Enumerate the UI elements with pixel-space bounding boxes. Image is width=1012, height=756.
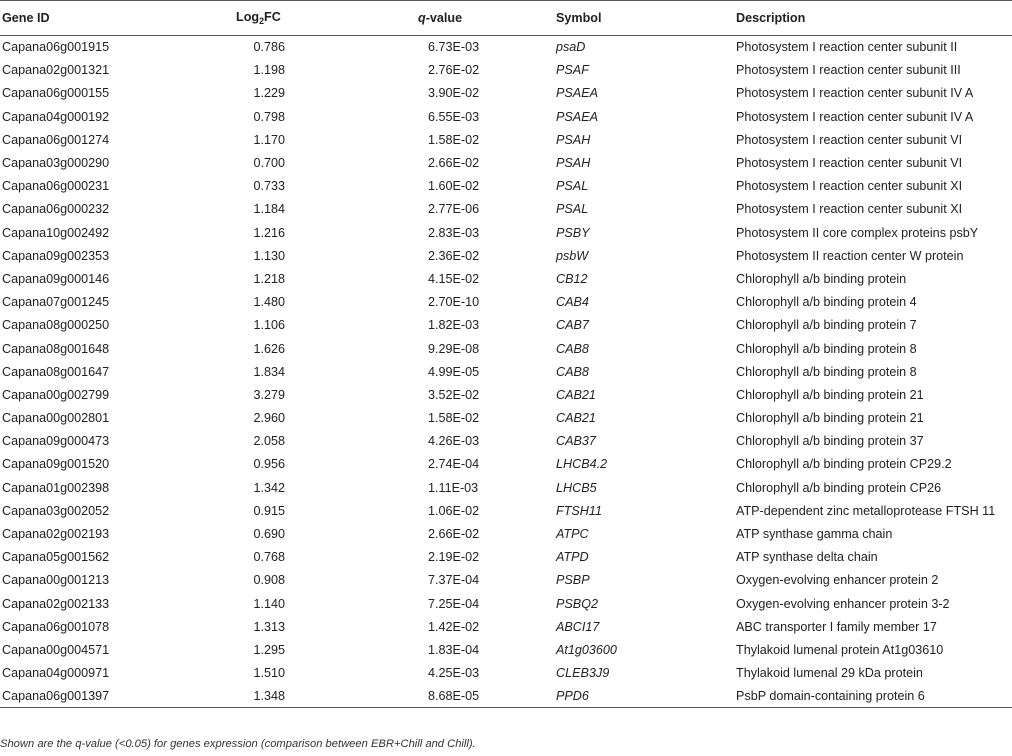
cell-q-value: 1.58E-02 — [428, 411, 480, 426]
cell-symbol: PSAH — [556, 132, 591, 147]
cell-description: ATP synthase gamma chain — [736, 527, 893, 542]
table-row — [0, 407, 1012, 430]
cell-log2fc: 3.279 — [253, 387, 285, 402]
cell-description: Oxygen-evolving enhancer protein 3-2 — [736, 596, 950, 611]
table-row — [0, 360, 1012, 383]
table-row — [0, 546, 1012, 569]
cell-log2fc: 1.834 — [253, 364, 285, 379]
table-row — [0, 128, 1012, 151]
table-row — [0, 337, 1012, 360]
cell-symbol: PPD6 — [544, 685, 736, 708]
cell-q-value: 1.06E-02 — [428, 503, 480, 518]
cell-log2fc: 0.786 — [253, 40, 285, 55]
cell-symbol: ABCI17 — [556, 619, 600, 634]
table-row — [0, 314, 1012, 337]
cell-symbol: At1g03600 — [556, 642, 617, 657]
table-row — [0, 198, 1012, 221]
cell-description: Photosystem I reaction center subunit III — [736, 63, 961, 78]
cell-description: PsbP domain-containing protein 6 — [736, 685, 1012, 708]
cell-gene-id: Capana00g002799 — [2, 387, 110, 402]
cell-symbol: CAB8 — [556, 364, 589, 379]
cell-gene-id: Capana04g000192 — [2, 109, 110, 124]
header-description: Description — [736, 1, 1012, 36]
cell-symbol: LHCB4.2 — [556, 457, 608, 472]
header-q-value — [324, 1, 544, 36]
cell-description: Chlorophyll a/b binding protein 21 — [736, 411, 924, 426]
table-row — [0, 383, 1012, 406]
cell-gene-id: Capana01g002398 — [2, 480, 110, 495]
cell-q-value: 3.90E-02 — [428, 86, 480, 101]
table-row — [0, 662, 1012, 685]
cell-log2fc: 2.960 — [253, 411, 285, 426]
cell-log2fc: 1.480 — [253, 295, 285, 310]
cell-log2fc: 1.295 — [253, 642, 285, 657]
cell-symbol: ATPC — [556, 527, 589, 542]
cell-gene-id: Capana02g002133 — [2, 596, 110, 611]
cell-log2fc: 1.106 — [253, 318, 285, 333]
cell-gene-id: Capana03g000290 — [2, 156, 110, 171]
cell-gene-id: Capana03g002052 — [2, 503, 110, 518]
cell-symbol: PSAL — [556, 179, 589, 194]
table-row — [0, 430, 1012, 453]
table-row — [0, 592, 1012, 615]
cell-q-value: 2.36E-02 — [428, 248, 480, 263]
cell-description: Photosystem II reaction center W protein — [736, 248, 964, 263]
header-log-prefix: Log — [236, 10, 260, 24]
cell-gene-id: Capana00g002801 — [2, 411, 110, 426]
cell-q-value: 2.77E-06 — [428, 202, 480, 217]
cell-log2fc: 1.130 — [253, 248, 285, 263]
cell-symbol: PSBQ2 — [556, 596, 598, 611]
cell-log2fc: 0.690 — [253, 527, 285, 542]
cell-q-value: 1.58E-02 — [428, 132, 480, 147]
cell-q-value: 8.68E-05 — [324, 685, 544, 708]
cell-gene-id: Capana06g000231 — [2, 179, 110, 194]
table-row — [0, 291, 1012, 314]
cell-q-value: 4.25E-03 — [428, 666, 480, 681]
cell-symbol: PSBP — [556, 573, 590, 588]
header-log2fc — [216, 1, 324, 36]
cell-symbol: PSAL — [556, 202, 589, 217]
cell-log2fc: 1.229 — [253, 86, 285, 101]
cell-symbol: CAB21 — [556, 387, 596, 402]
cell-description: Photosystem I reaction center subunit VI — [736, 156, 963, 171]
cell-log2fc: 1.170 — [253, 132, 285, 147]
cell-symbol: psbW — [556, 248, 589, 263]
cell-description: Oxygen-evolving enhancer protein 2 — [736, 573, 939, 588]
cell-description: Chlorophyll a/b binding protein 37 — [736, 434, 924, 449]
header-q-suffix: -value — [425, 11, 463, 25]
cell-gene-id: Capana06g001274 — [2, 132, 110, 147]
cell-description: Photosystem I reaction center subunit IV A — [736, 86, 974, 101]
cell-q-value: 9.29E-08 — [428, 341, 480, 356]
cell-description: Chlorophyll a/b binding protein 21 — [736, 387, 924, 402]
table-header — [0, 1, 1012, 36]
cell-gene-id: Capana06g000155 — [2, 86, 110, 101]
cell-q-value: 2.19E-02 — [428, 550, 480, 565]
cell-description: Photosystem I reaction center subunit VI — [736, 132, 963, 147]
cell-symbol: CAB21 — [556, 411, 596, 426]
cell-log2fc: 1.626 — [253, 341, 285, 356]
cell-q-value: 2.74E-04 — [428, 457, 480, 472]
cell-log2fc: 0.915 — [253, 503, 285, 518]
cell-gene-id: Capana06g001078 — [2, 619, 110, 634]
cell-description: Thylakoid lumenal 29 kDa protein — [736, 666, 923, 681]
cell-symbol: PSAF — [556, 63, 589, 78]
cell-gene-id: Capana02g001321 — [2, 63, 110, 78]
cell-description: Thylakoid lumenal protein At1g03610 — [736, 642, 944, 657]
cell-q-value: 1.11E-03 — [428, 480, 479, 495]
cell-q-value: 1.42E-02 — [428, 619, 480, 634]
cell-symbol: PSBY — [556, 225, 590, 240]
table-row — [0, 453, 1012, 476]
cell-q-value: 2.76E-02 — [428, 63, 480, 78]
cell-description: Photosystem I reaction center subunit IV A — [736, 109, 974, 124]
table-row — [0, 36, 1012, 59]
cell-gene-id: Capana09g000146 — [2, 271, 110, 286]
cell-symbol: psaD — [556, 40, 586, 55]
cell-symbol: CB12 — [556, 271, 588, 286]
cell-symbol: CAB7 — [556, 318, 589, 333]
table-row — [0, 615, 1012, 638]
cell-log2fc: 1.348 — [216, 685, 324, 708]
cell-description: ATP synthase delta chain — [736, 550, 878, 565]
cell-gene-id: Capana08g001647 — [2, 364, 110, 379]
cell-q-value: 2.83E-03 — [428, 225, 480, 240]
cell-symbol: ATPD — [556, 550, 589, 565]
cell-gene-id: Capana00g001213 — [2, 573, 110, 588]
cell-q-value: 6.73E-03 — [428, 40, 480, 55]
cell-log2fc: 1.510 — [253, 666, 285, 681]
cell-gene-id: Capana08g001648 — [2, 341, 110, 356]
cell-q-value: 7.25E-04 — [428, 596, 480, 611]
cell-description: Chlorophyll a/b binding protein 8 — [736, 364, 917, 379]
table-row — [0, 151, 1012, 174]
cell-description: Photosystem I reaction center subunit XI — [736, 202, 963, 217]
table-row — [0, 175, 1012, 198]
cell-log2fc: 0.768 — [253, 550, 285, 565]
header-symbol: Symbol — [544, 1, 736, 36]
cell-q-value: 4.15E-02 — [428, 271, 480, 286]
cell-symbol: CAB8 — [556, 341, 589, 356]
cell-description: ATP-dependent zinc metalloprotease FTSH 11 — [736, 503, 996, 518]
table-body — [0, 36, 1012, 708]
cell-description: Chlorophyll a/b binding protein 4 — [736, 295, 917, 310]
cell-log2fc: 2.058 — [253, 434, 285, 449]
cell-q-value: 3.52E-02 — [428, 387, 480, 402]
cell-log2fc: 1.342 — [253, 480, 285, 495]
table-footnote: Shown are the q-value (<0.05) for genes expression (comparison between EBR+Chill and Chill). — [0, 738, 476, 750]
cell-description: Chlorophyll a/b binding protein 7 — [736, 318, 917, 333]
cell-log2fc: 0.798 — [253, 109, 285, 124]
header-row — [0, 1, 1012, 36]
cell-gene-id: Capana05g001562 — [2, 550, 110, 565]
cell-log2fc: 1.216 — [253, 225, 285, 240]
cell-gene-id: Capana00g004571 — [2, 642, 110, 657]
cell-description: Chlorophyll a/b binding protein CP26 — [736, 480, 942, 495]
cell-description: Photosystem I reaction center subunit II — [736, 40, 958, 55]
cell-description: Photosystem II core complex proteins psbY — [736, 225, 979, 240]
cell-q-value: 2.66E-02 — [428, 527, 480, 542]
cell-gene-id: Capana06g001915 — [2, 40, 110, 55]
table-row — [0, 105, 1012, 128]
cell-q-value: 2.70E-10 — [428, 295, 480, 310]
table-row — [0, 476, 1012, 499]
cell-q-value: 1.82E-03 — [428, 318, 480, 333]
cell-gene-id: Capana10g002492 — [2, 225, 110, 240]
cell-gene-id: Capana09g001520 — [2, 457, 110, 472]
cell-gene-id: Capana02g002193 — [2, 527, 110, 542]
cell-description: Chlorophyll a/b binding protein CP29.2 — [736, 457, 952, 472]
cell-description: ABC transporter I family member 17 — [736, 619, 937, 634]
cell-q-value: 1.60E-02 — [428, 179, 480, 194]
cell-symbol: PSAEA — [556, 86, 598, 101]
table-row — [0, 221, 1012, 244]
cell-symbol: CAB4 — [556, 295, 589, 310]
cell-log2fc: 1.198 — [253, 63, 285, 78]
cell-gene-id: Capana09g002353 — [2, 248, 110, 263]
table-row — [0, 499, 1012, 522]
cell-log2fc: 0.733 — [253, 179, 285, 194]
cell-gene-id: Capana09g000473 — [2, 434, 110, 449]
header-log-sub: 2 — [259, 16, 264, 26]
cell-gene-id: Capana07g001245 — [2, 295, 110, 310]
cell-symbol: LHCB5 — [556, 480, 597, 495]
table-row — [0, 59, 1012, 82]
cell-gene-id: Capana08g000250 — [2, 318, 110, 333]
cell-q-value: 7.37E-04 — [428, 573, 480, 588]
cell-symbol: CAB37 — [556, 434, 596, 449]
cell-symbol: PSAH — [556, 156, 591, 171]
header-q-italic: q — [418, 11, 426, 25]
cell-gene-id: Capana04g000971 — [2, 666, 110, 681]
cell-log2fc: 0.956 — [253, 457, 285, 472]
cell-gene-id: Capana06g000232 — [2, 202, 110, 217]
cell-symbol: CLEB3J9 — [556, 666, 610, 681]
cell-symbol: FTSH11 — [556, 503, 602, 518]
table-row — [0, 569, 1012, 592]
cell-symbol: PSAEA — [556, 109, 598, 124]
cell-log2fc: 1.140 — [253, 596, 285, 611]
table-row — [0, 267, 1012, 290]
cell-description: Photosystem I reaction center subunit XI — [736, 179, 963, 194]
cell-log2fc: 1.184 — [253, 202, 285, 217]
cell-q-value: 6.55E-03 — [428, 109, 480, 124]
header-gene-id: Gene ID — [0, 1, 216, 36]
cell-log2fc: 1.313 — [253, 619, 285, 634]
cell-q-value: 4.99E-05 — [428, 364, 480, 379]
cell-q-value: 1.83E-04 — [428, 642, 480, 657]
table-row — [0, 638, 1012, 661]
header-log-suffix: FC — [264, 10, 281, 24]
table-row — [0, 82, 1012, 105]
cell-log2fc: 0.908 — [253, 573, 285, 588]
cell-log2fc: 0.700 — [253, 156, 285, 171]
cell-q-value: 2.66E-02 — [428, 156, 480, 171]
cell-description: Chlorophyll a/b binding protein 8 — [736, 341, 917, 356]
cell-log2fc: 1.218 — [253, 271, 285, 286]
cell-gene-id: Capana06g001397 — [0, 685, 216, 708]
table-row — [0, 522, 1012, 545]
table-row — [0, 685, 1012, 708]
cell-q-value: 4.26E-03 — [428, 434, 480, 449]
cell-description: Chlorophyll a/b binding protein — [736, 271, 907, 286]
table-row — [0, 244, 1012, 267]
